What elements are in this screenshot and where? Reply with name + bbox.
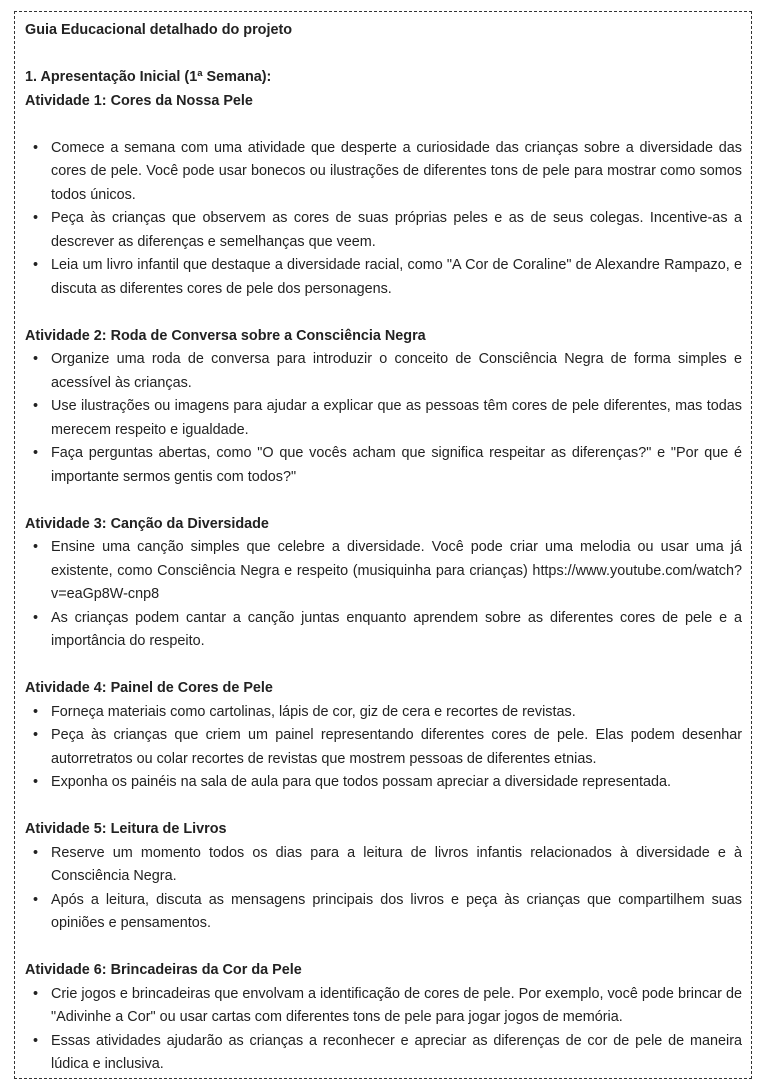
- activity-list: [25, 842, 742, 936]
- activity-title: Atividade 4: Painel de Cores de Pele: [25, 680, 273, 696]
- list-item: • Essas atividades ajudarão as crianças a reconhecer e apreciar as diferenças de cor de pele de maneira lúdica e inclusiva.: [51, 1030, 742, 1077]
- document-title: Guia Educacional detalhado do projeto: [25, 22, 293, 38]
- activity-list: [25, 137, 742, 302]
- list-item: • Após a leitura, discuta as mensagens principais dos livros e peça às crianças que compartilhem suas opiniões e pensamentos.: [51, 889, 742, 936]
- list-item: • Crie jogos e brincadeiras que envolvam a identificação de cores de pele. Por exemplo, você pode brincar de "Adivinhe a Cor" ou usar cartas com diferentes tons de pele para jogar jogos de memória.: [51, 983, 742, 1030]
- activity-list: [25, 536, 742, 654]
- list-item: • Peça às crianças que observem as cores de suas próprias peles e as de seus colegas. Incentive-as a descrever as diferenças e semelhanças que veem.: [51, 207, 742, 254]
- activity-list: [25, 348, 742, 489]
- list-item: • Reserve um momento todos os dias para a leitura de livros infantis relacionados à diversidade e à Consciência Negra.: [51, 842, 742, 889]
- activity-list: [25, 983, 742, 1077]
- section-heading: 1. Apresentação Inicial (1ª Semana):: [25, 69, 272, 85]
- list-item: • Exponha os painéis na sala de aula para que todos possam apreciar a diversidade representada.: [51, 771, 742, 795]
- list-item: • Organize uma roda de conversa para introduzir o conceito de Consciência Negra de forma simples e acessível às crianças.: [51, 348, 742, 395]
- activity-title: Atividade 2: Roda de Conversa sobre a Consciência Negra: [25, 327, 426, 344]
- list-item: • Peça às crianças que criem um painel representando diferentes cores de pele. Elas podem desenhar autorretratos ou colar recortes de revistas que mostrem pessoas de diferentes etnias.: [51, 724, 742, 771]
- activity-title: Atividade 5: Leitura de Livros: [25, 821, 227, 837]
- activity-title: Atividade 6: Brincadeiras da Cor da Pele: [25, 962, 302, 978]
- list-item: • Use ilustrações ou imagens para ajudar a explicar que as pessoas têm cores de pele diferentes, mas todas merecem respeito e igualdade.: [51, 395, 742, 442]
- document-page: [14, 11, 752, 1079]
- list-item: • Forneça materiais como cartolinas, lápis de cor, giz de cera e recortes de revistas.: [51, 701, 742, 725]
- list-item: • Faça perguntas abertas, como "O que vocês acham que significa respeitar as diferenças?" e "Por que é importante sermos gentis com todos?": [51, 442, 742, 489]
- list-item: • Comece a semana com uma atividade que desperte a curiosidade das crianças sobre a diversidade das cores de pele. Você pode usar bonecos ou ilustrações de diferentes tons de pele para mostrar como somos todos únicos.: [51, 137, 742, 208]
- list-item: • Ensine uma canção simples que celebre a diversidade. Você pode criar uma melodia ou usar uma já existente, como Consciência Negra e respeito (musiquinha para crianças) https://www.youtube.com/watch?v=eaGp8W-cnp8: [51, 536, 742, 607]
- activity-title: Atividade 3: Canção da Diversidade: [25, 515, 269, 532]
- list-item: • As crianças podem cantar a canção juntas enquanto aprendem sobre as diferentes cores de pele e a importância do respeito.: [51, 607, 742, 654]
- activity-title: Atividade 1: Cores da Nossa Pele: [25, 92, 253, 109]
- activity-list: [25, 701, 742, 795]
- list-item: • Leia um livro infantil que destaque a diversidade racial, como "A Cor de Coraline" de Alexandre Rampazo, e discuta as diferentes cores de pele dos personagens.: [51, 254, 742, 301]
